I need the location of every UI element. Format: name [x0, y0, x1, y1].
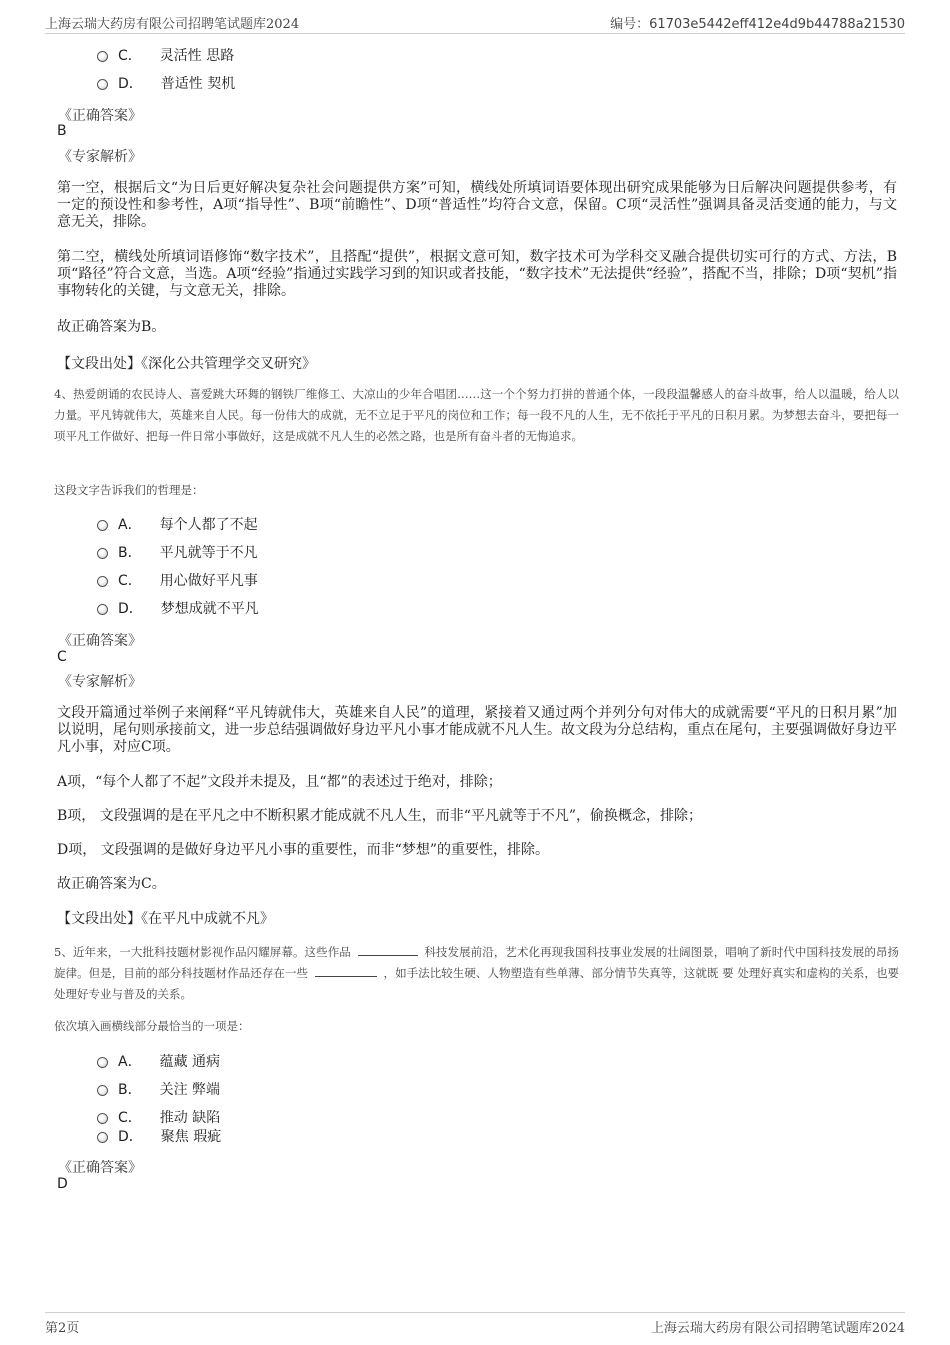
q4-option-a[interactable]: A． 每个人都了不起 [97, 515, 258, 535]
q4-answer-label: 《正确答案》 [58, 633, 142, 649]
q3-conclusion: 故正确答案为B。 [57, 319, 166, 335]
q4-analysis-para-3: B项， 文段强调的是在平凡之中不断积累才能成就不凡人生，而非“平凡就等于不凡”，偷换概念，排除； [57, 808, 703, 824]
q3-analysis-label: 《专家解析》 [58, 149, 142, 165]
page-footer [45, 1312, 905, 1335]
blank-2 [315, 965, 377, 977]
q5-option-d[interactable]: D． 聚焦 瑕疵 [97, 1127, 221, 1147]
q3-answer-label: 《正确答案》 [58, 108, 142, 124]
radio-icon[interactable] [97, 604, 108, 615]
q4-option-b[interactable]: B． 平凡就等于不凡 [97, 543, 258, 563]
q4-analysis-para-2: A项，“每个人都了不起”文段并未提及，且“都”的表述过于绝对，排除； [57, 774, 502, 790]
radio-icon[interactable] [97, 576, 108, 587]
radio-icon[interactable] [97, 520, 108, 531]
q4-option-c[interactable]: C． 用心做好平凡事 [97, 571, 258, 591]
header-code: 编号：61703e5442eff412e4d9b44788a21530 [610, 17, 905, 32]
q5-answer-label: 《正确答案》 [58, 1160, 142, 1176]
q5-option-c[interactable]: C． 推动 缺陷 [97, 1108, 220, 1128]
radio-icon[interactable] [97, 1085, 108, 1096]
q5-option-b[interactable]: B． 关注 弊端 [97, 1080, 220, 1100]
q4-analysis-para-4: D项， 文段强调的是做好身边平凡小事的重要性，而非“梦想”的重要性，排除。 [57, 842, 549, 858]
q5-answer: D [57, 1176, 68, 1192]
q5-option-a[interactable]: A． 蕴藏 通病 [97, 1052, 220, 1072]
radio-icon[interactable] [97, 79, 108, 90]
q4-stem: 4、热爱朗诵的农民诗人、喜爱跳大环舞的钢铁厂维修工、大凉山的少年合唱团……这一个个努力打拼的普通个体，一段段温馨感人的奋斗故事，给人以温暖，给人以力量。平凡铸就伟大，英雄来自人民。每一份伟大的成就，无不立足于平凡的岗位和工作；每一段不凡的人生，无不依托于平凡的日积月累。为梦想去奋斗，要把每一项平凡工作做好、把每一件日常小事做好，这是成就不凡人生的必然之路，也是所有奋斗者的无悔追求。 [54, 387, 899, 443]
q5-prompt: 依次填入画横线部分最恰当的一项是： [54, 1019, 250, 1033]
radio-icon[interactable] [97, 51, 108, 62]
q3-analysis-para-2: 第二空，横线处所填词语修饰“数字技术”，且搭配“提供”，根据文意可知，数字技术可为学科交叉融合提供切实可行的方式、方法，B项“路径”符合文意，当选。A项“经验”指通过实践学习到的知识或者技能，“数字技术”无法提供“经验”，搭配不当，排除；D项“契机”指事物转化的关键，与文意无关，排除。 [57, 249, 897, 299]
radio-icon[interactable] [97, 548, 108, 559]
blank-1 [358, 944, 418, 956]
footer-title: 上海云瑞大药房有限公司招聘笔试题库2024 [650, 1321, 905, 1336]
q4-option-d[interactable]: D． 梦想成就不平凡 [97, 599, 259, 619]
q4-source: 【文段出处】《在平凡中成就不凡》 [57, 911, 274, 927]
q4-analysis-label: 《专家解析》 [58, 674, 142, 690]
radio-icon[interactable] [97, 1132, 108, 1143]
q4-conclusion: 故正确答案为C。 [57, 876, 166, 892]
q3-option-c[interactable]: C． 灵活性 思路 [97, 46, 234, 66]
q4-analysis-para-1: 文段开篇通过举例子来阐释“平凡铸就伟大，英雄来自人民”的道理，紧接着又通过两个并列分句对伟大的成就需要“平凡的日积月累”加以说明，尾句则承接前文，进一步总结强调做好身边平凡小事才能成就不凡人生。故文段为分总结构，重点在尾句，主要强调做好身边平凡小事，对应C项。 [57, 705, 897, 755]
q4-prompt: 这段文字告诉我们的哲理是： [54, 483, 204, 497]
page-number: 第2页 [45, 1321, 80, 1336]
page-header [45, 13, 905, 34]
q3-answer: B [57, 123, 67, 139]
radio-icon[interactable] [97, 1113, 108, 1124]
radio-icon[interactable] [97, 1057, 108, 1068]
q3-option-d[interactable]: D． 普适性 契机 [97, 74, 235, 94]
q5-stem: 5、近年来，一大批科技题材影视作品闪耀屏幕。这些作品 科技发展前沿，艺术化再现我国科技事业发展的壮阔图景，唱响了新时代中国科技发展的昂扬旋律。但是，目前的部分科技题材作品还存在一些 ，如手法比较生硬、人物塑造有些单薄、部分情节失真等，这就既 要 处理好真实和虚构的关系，也要处理好专业与普及的关系。 [54, 945, 900, 1001]
q3-source: 【文段出处】《深化公共管理学交叉研究》 [57, 356, 316, 372]
header-title: 上海云瑞大药房有限公司招聘笔试题库2024 [45, 17, 300, 32]
q3-analysis-para-1: 第一空，根据后文“为日后更好解决复杂社会问题提供方案”可知，横线处所填词语要体现出研究成果能够为日后解决问题提供参考，有一定的预设性和参考性，A项“指导性”、B项“前瞻性”、D项“普适性”均符合文意，保留。C项“灵活性”强调具备灵活变通的能力，与文意无关，排除。 [57, 180, 897, 230]
q4-answer: C [57, 649, 67, 665]
